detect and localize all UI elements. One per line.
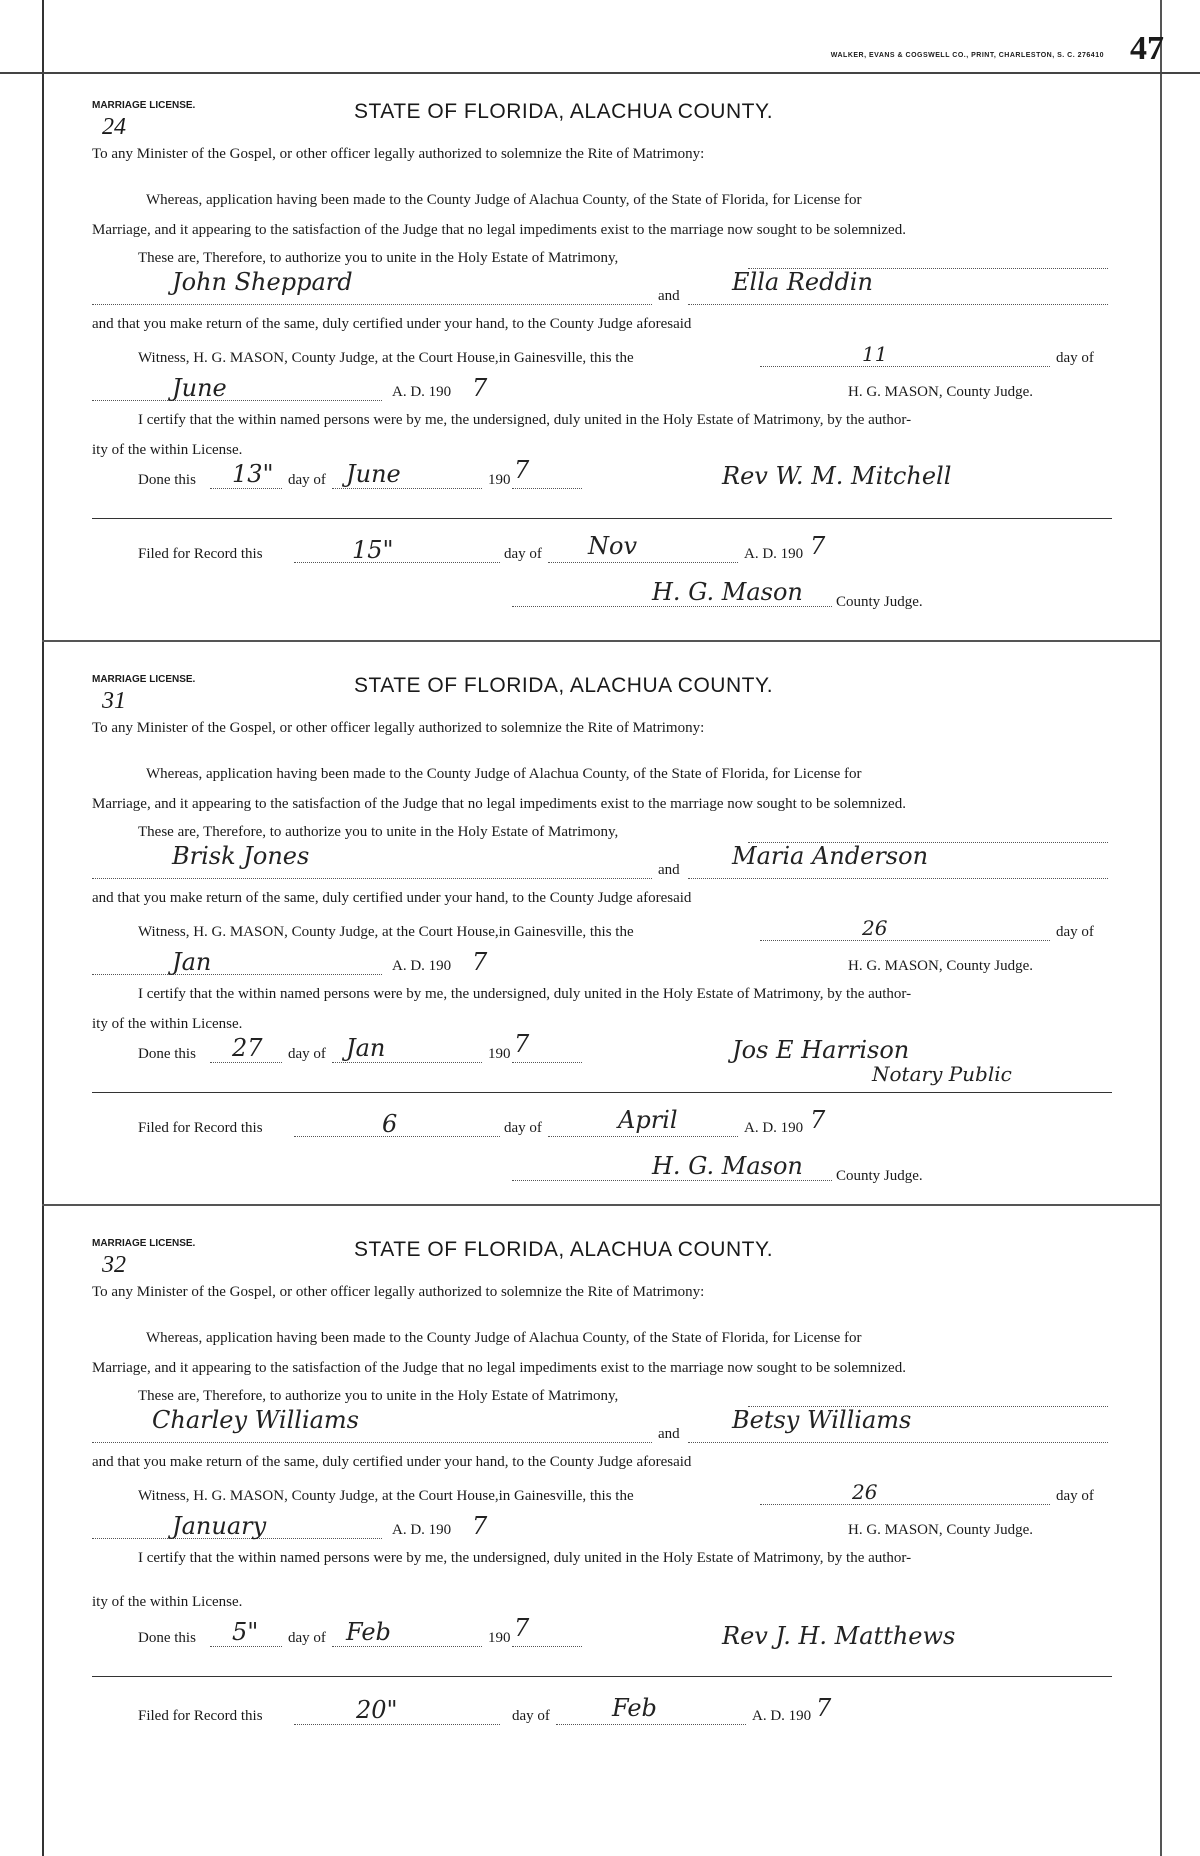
done-this-text: Done this [138,1630,196,1646]
filed-day: 6 [382,1110,398,1138]
filed-year: 7 [810,532,826,560]
dotted-rule [688,1442,1108,1443]
ad-text: A. D. 190 [392,384,452,400]
done-year: 7 [514,1614,530,1642]
license-state-heading: STATE OF FLORIDA, ALACHUA COUNTY. [354,100,774,123]
license-state-heading: STATE OF FLORIDA, ALACHUA COUNTY. [354,1238,774,1261]
dotted-rule [210,1646,282,1647]
solid-rule [92,1092,1112,1093]
these-are-text: These are, Therefore, to authorize you to unite in the Holy Estate of Matrimony, [138,250,619,266]
done-day: 13" [232,460,274,488]
bride-name: Maria Anderson [732,842,929,870]
license-state-heading: STATE OF FLORIDA, ALACHUA COUNTY. [354,674,774,697]
and-text: and [658,288,680,304]
section-divider [42,640,1160,642]
dotted-rule [332,488,482,489]
done-month: Jan [346,1034,386,1062]
dotted-rule [688,878,1108,879]
license-number: 31 [102,688,126,714]
witness-text: Witness, H. G. MASON, County Judge, at the Court House,in Gainesville, this the [138,924,634,940]
dotted-rule [210,488,282,489]
year-prefix-text: 190 [488,472,511,488]
top-rule [0,72,1200,74]
and-text: and [658,862,680,878]
done-this-text: Done this [138,1046,196,1062]
ad-suffix-text: A. D. 190 [752,1708,812,1724]
dotted-rule [210,1062,282,1063]
certify-text: I certify that the within named persons were by me, the undersigned, duly united in the Holy Estate of Matrimony, by the author- [138,986,912,1002]
dotted-rule [548,562,738,563]
solid-rule [92,518,1112,519]
filed-signature: H. G. Mason [652,1152,803,1180]
judge-text: H. G. MASON, County Judge. [848,958,1034,974]
dotted-rule [332,1062,482,1063]
judge-text: H. G. MASON, County Judge. [848,1522,1034,1538]
dotted-rule [332,1646,482,1647]
license-label: MARRIAGE LICENSE. [92,674,196,685]
to-any-minister-text: To any Minister of the Gospel, or other officer legally authorized to solemnize the Rite of Matrimony: [92,720,705,736]
dotted-rule [512,488,582,489]
filed-signature: H. G. Mason [652,578,803,606]
dotted-rule [92,974,382,975]
done-day: 5" [232,1618,259,1646]
filed-text: Filed for Record this [138,1120,263,1136]
dotted-rule [556,1724,746,1725]
filed-month: Feb [612,1694,657,1722]
done-this-text: Done this [138,472,196,488]
return-text: and that you make return of the same, duly certified under your hand, to the County Judge aforesaid [92,316,692,332]
dotted-rule [294,1724,500,1725]
bride-name: Ella Reddin [732,268,873,296]
witness-year: 7 [472,374,488,402]
right-margin-rule [1160,0,1162,1856]
done-year: 7 [514,456,530,484]
ad-text: A. D. 190 [392,1522,452,1538]
officiant-signature: Rev J. H. Matthews [722,1622,956,1650]
license-number: 24 [102,114,126,140]
return-text: and that you make return of the same, duly certified under your hand, to the County Judge aforesaid [92,890,692,906]
day-of-text: day of [1056,1488,1094,1504]
filed-text: Filed for Record this [138,1708,263,1724]
county-judge-text: County Judge. [836,1168,923,1184]
license-number: 32 [102,1252,126,1278]
dotted-rule [548,1136,738,1137]
filed-day: 20" [356,1696,398,1724]
to-any-minister-text: To any Minister of the Gospel, or other officer legally authorized to solemnize the Rite of Matrimony: [92,1284,705,1300]
printer-imprint: WALKER, EVANS & COGSWELL CO., PRINT, CHARLESTON, S. C. 276410 [830,52,1104,59]
these-are-text: These are, Therefore, to authorize you to unite in the Holy Estate of Matrimony, [138,824,619,840]
witness-month: January [172,1512,267,1540]
marriage-text: Marriage, and it appearing to the satisfaction of the Judge that no legal impediments exist to the marriage now sought to be solemnized. [92,222,906,238]
ad-text: A. D. 190 [392,958,452,974]
officiant-signature: Jos E Harrison [732,1036,910,1064]
officiant-title: Notary Public [872,1062,1012,1086]
whereas-text: Whereas, application having been made to the County Judge of Alachua County, of the State of Florida, for License for [146,766,862,782]
certify-cont-text: ity of the within License. [92,1016,243,1032]
witness-day: 26 [852,1480,878,1504]
filed-text: Filed for Record this [138,546,263,562]
filed-year: 7 [816,1694,832,1722]
dotted-rule [92,304,652,305]
certify-text: I certify that the within named persons were by me, the undersigned, duly united in the Holy Estate of Matrimony, by the author- [138,1550,912,1566]
certify-cont-text: ity of the within License. [92,1594,243,1610]
dotted-rule [512,1180,832,1181]
dotted-rule [92,878,652,879]
done-month: Feb [346,1618,391,1646]
left-margin-rule [42,0,44,1856]
witness-day: 11 [862,342,888,366]
judge-text: H. G. MASON, County Judge. [848,384,1034,400]
and-text: and [658,1426,680,1442]
witness-text: Witness, H. G. MASON, County Judge, at the Court House,in Gainesville, this the [138,350,634,366]
day-of-short-text: day of [504,546,542,562]
groom-name: Brisk Jones [172,842,310,870]
day-of-short-text: day of [288,1046,326,1062]
day-of-short-text: day of [512,1708,550,1724]
day-of-short-text: day of [288,472,326,488]
dotted-rule [294,562,500,563]
year-prefix-text: 190 [488,1046,511,1062]
filed-month: April [618,1106,678,1134]
witness-month: June [172,374,227,402]
dotted-rule [760,1504,1050,1505]
officiant-signature: Rev W. M. Mitchell [722,462,952,490]
dotted-rule [92,400,382,401]
dotted-rule [760,366,1050,367]
whereas-text: Whereas, application having been made to the County Judge of Alachua County, of the State of Florida, for License for [146,1330,862,1346]
done-year: 7 [514,1030,530,1058]
marriage-text: Marriage, and it appearing to the satisfaction of the Judge that no legal impediments exist to the marriage now sought to be solemnized. [92,1360,906,1376]
license-label: MARRIAGE LICENSE. [92,100,196,111]
dotted-rule [512,1062,582,1063]
these-are-text: These are, Therefore, to authorize you to unite in the Holy Estate of Matrimony, [138,1388,619,1404]
dotted-rule [760,940,1050,941]
certify-cont-text: ity of the within License. [92,442,243,458]
witness-text: Witness, H. G. MASON, County Judge, at the Court House,in Gainesville, this the [138,1488,634,1504]
filed-day: 15" [352,536,394,564]
dotted-rule [512,1646,582,1647]
groom-name: John Sheppard [172,268,353,296]
day-of-short-text: day of [288,1630,326,1646]
filed-year: 7 [810,1106,826,1134]
section-divider [42,1204,1160,1206]
year-prefix-text: 190 [488,1630,511,1646]
witness-day: 26 [862,916,888,940]
to-any-minister-text: To any Minister of the Gospel, or other officer legally authorized to solemnize the Rite of Matrimony: [92,146,705,162]
dotted-rule [92,1442,652,1443]
return-text: and that you make return of the same, duly certified under your hand, to the County Judge aforesaid [92,1454,692,1470]
page-number: 47 [1130,30,1164,67]
witness-year: 7 [472,948,488,976]
certify-text: I certify that the within named persons were by me, the undersigned, duly united in the Holy Estate of Matrimony, by the author- [138,412,912,428]
witness-month: Jan [172,948,212,976]
license-label: MARRIAGE LICENSE. [92,1238,196,1249]
dotted-rule [688,304,1108,305]
filed-month: Nov [588,532,638,560]
dotted-rule [512,606,832,607]
bride-name: Betsy Williams [732,1406,912,1434]
county-judge-text: County Judge. [836,594,923,610]
done-day: 27 [232,1034,263,1062]
groom-name: Charley Williams [152,1406,359,1434]
whereas-text: Whereas, application having been made to the County Judge of Alachua County, of the State of Florida, for License for [146,192,862,208]
done-month: June [346,460,401,488]
day-of-short-text: day of [504,1120,542,1136]
ad-suffix-text: A. D. 190 [744,546,804,562]
marriage-text: Marriage, and it appearing to the satisfaction of the Judge that no legal impediments exist to the marriage now sought to be solemnized. [92,796,906,812]
ad-suffix-text: A. D. 190 [744,1120,804,1136]
day-of-text: day of [1056,924,1094,940]
day-of-text: day of [1056,350,1094,366]
solid-rule [92,1676,1112,1677]
witness-year: 7 [472,1512,488,1540]
